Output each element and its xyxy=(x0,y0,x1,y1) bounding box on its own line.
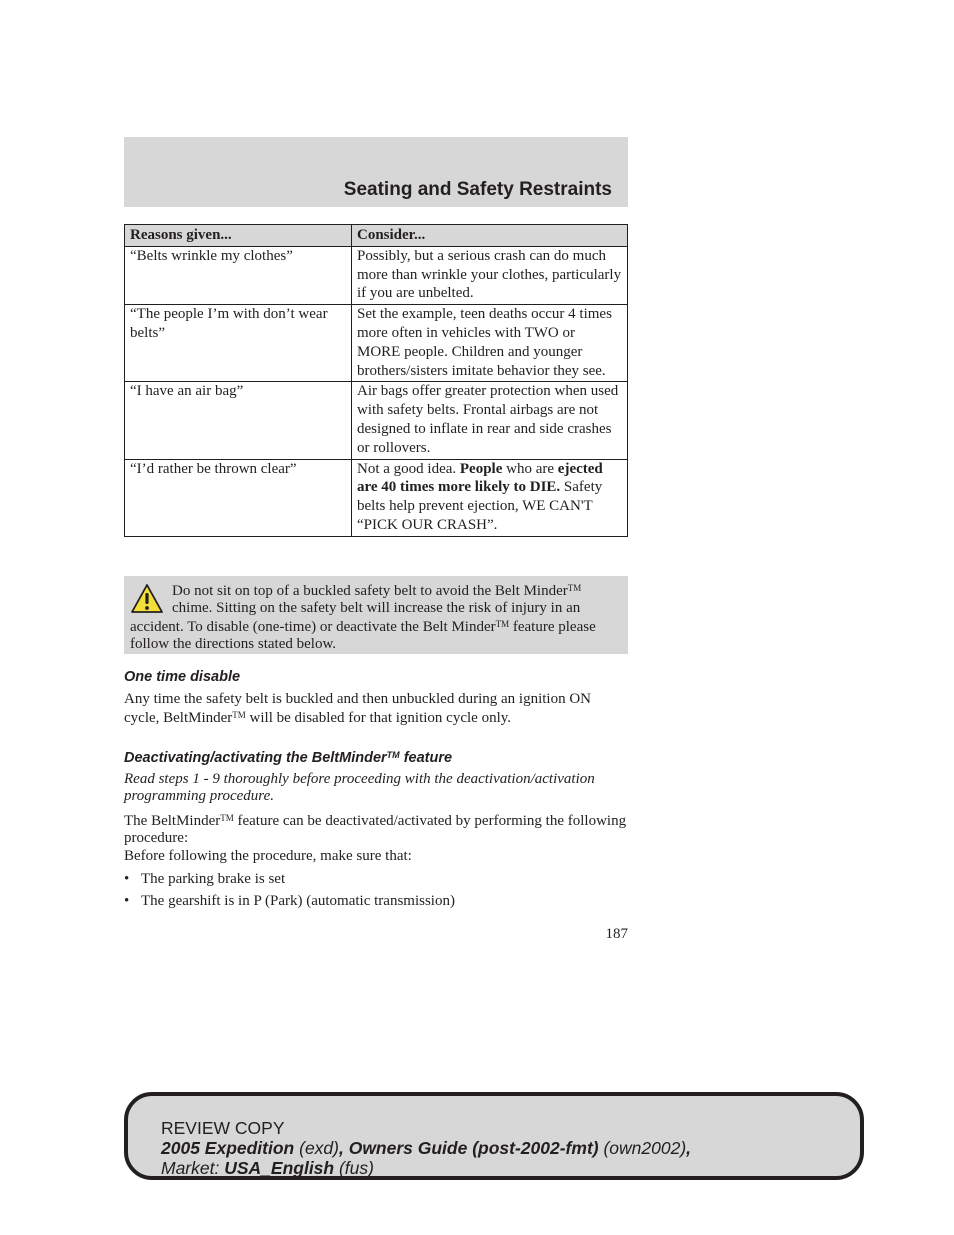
page-number: 187 xyxy=(605,926,628,942)
list-item xyxy=(124,872,628,888)
consider-bold-text: People xyxy=(459,460,503,477)
table-row xyxy=(125,382,628,459)
warning-text: chime. Sitting on the safety belt will increase the risk of injury in an accident. To disable (one-time) or deactivate the Belt Minder xyxy=(130,599,581,636)
reason-cell: “I’d rather be thrown clear” xyxy=(125,459,352,536)
paragraph-text: will be disabled for that ignition cycle only. xyxy=(245,709,512,726)
one-time-disable-paragraph xyxy=(124,692,628,726)
reason-cell: “Belts wrinkle my clothes” xyxy=(125,246,352,304)
paragraph-text: feature can be deactivated/activated by performing the following procedure: xyxy=(124,813,627,846)
reason-cell: “The people I’m with don’t wear belts” xyxy=(125,305,352,382)
footer-market: USA_English xyxy=(224,1158,335,1178)
footer-model-code: (exd) xyxy=(294,1138,339,1158)
paragraph-text: Any time the safety belt is buckled and then unbuckled during an ignition ON cycle, BeltMinder xyxy=(124,691,591,726)
table-row xyxy=(125,305,628,382)
footer-guide-code: (own2002) xyxy=(598,1138,687,1158)
consider-cell: Possibly, but a serious crash can do much more than wrinkle your clothes, particularly if you are unbelted. xyxy=(352,246,628,304)
footer-guide: , Owners Guide (post-2002-fmt) xyxy=(338,1138,599,1158)
trademark-mark: TM xyxy=(232,709,246,720)
footer-model-line xyxy=(161,1138,691,1158)
read-steps-note: Read steps 1 - 9 thoroughly before proceeding with the deactivation/activation programming procedure. xyxy=(124,771,595,804)
consider-cell: Air bags offer greater protection when used with safety belts. Frontal airbags are not designed to inflate in rear and side crashes or rollovers. xyxy=(352,382,628,459)
table-row xyxy=(125,459,628,536)
consider-bold-text: ejected are 40 times more likely to DIE. xyxy=(357,460,603,496)
paragraph-text: The BeltMinder xyxy=(124,813,221,829)
deactivating-heading xyxy=(124,748,628,767)
one-time-disable-heading: One time disable xyxy=(124,669,241,685)
warning-triangle-icon xyxy=(130,582,164,616)
warning-text: feature please follow the directions stated below. xyxy=(130,619,596,652)
trademark-mark: TM xyxy=(386,750,400,760)
bullet-icon: • xyxy=(124,893,130,909)
table-header-row xyxy=(125,225,628,247)
consider-cell xyxy=(352,459,628,536)
list-item xyxy=(124,894,628,910)
warning-box xyxy=(124,576,628,654)
trademark-mark: TM xyxy=(220,813,234,823)
section-header xyxy=(124,137,628,207)
column-header-reasons: Reasons given... xyxy=(125,225,352,247)
deactivate-paragraph xyxy=(124,810,628,846)
footer-text xyxy=(161,1118,691,1178)
consider-text: who are xyxy=(502,460,558,477)
trademark-mark: TM xyxy=(495,619,510,630)
list-item-text: The parking brake is set xyxy=(141,871,286,887)
consider-text: Not a good idea. xyxy=(357,460,460,477)
reasons-table xyxy=(124,224,628,537)
footer-market-label: Market: xyxy=(161,1158,225,1178)
bullet-icon: • xyxy=(124,871,130,887)
review-copy-label: REVIEW COPY xyxy=(161,1118,285,1138)
footer-market-line xyxy=(161,1158,691,1178)
trademark-mark: TM xyxy=(567,583,582,593)
consider-text: Safety belts help prevent ejection, WE CAN'T “PICK OUR CRASH”. xyxy=(357,479,603,533)
page-title: Seating and Safety Restraints xyxy=(343,179,612,200)
warning-text: Do not sit on top of a buckled safety belt to avoid the Belt Minder xyxy=(172,583,568,599)
heading-text: feature xyxy=(399,750,453,766)
list-item-text: The gearshift is in P (Park) (automatic transmission) xyxy=(141,893,455,909)
footer-model: 2005 Expedition xyxy=(161,1138,295,1158)
reason-cell: “I have an air bag” xyxy=(125,382,352,459)
footer-market-code: (fus) xyxy=(334,1158,374,1178)
before-procedure-paragraph: Before following the procedure, make sure that: xyxy=(124,848,412,864)
column-header-consider: Consider... xyxy=(352,225,628,247)
footer-comma: , xyxy=(686,1138,692,1158)
heading-text: Deactivating/activating the BeltMinder xyxy=(124,750,387,766)
consider-cell: Set the example, teen deaths occur 4 times more often in vehicles with TWO or MORE people. Children and younger brothers/sisters imitate behavior they see. xyxy=(352,305,628,382)
table-row xyxy=(125,246,628,304)
